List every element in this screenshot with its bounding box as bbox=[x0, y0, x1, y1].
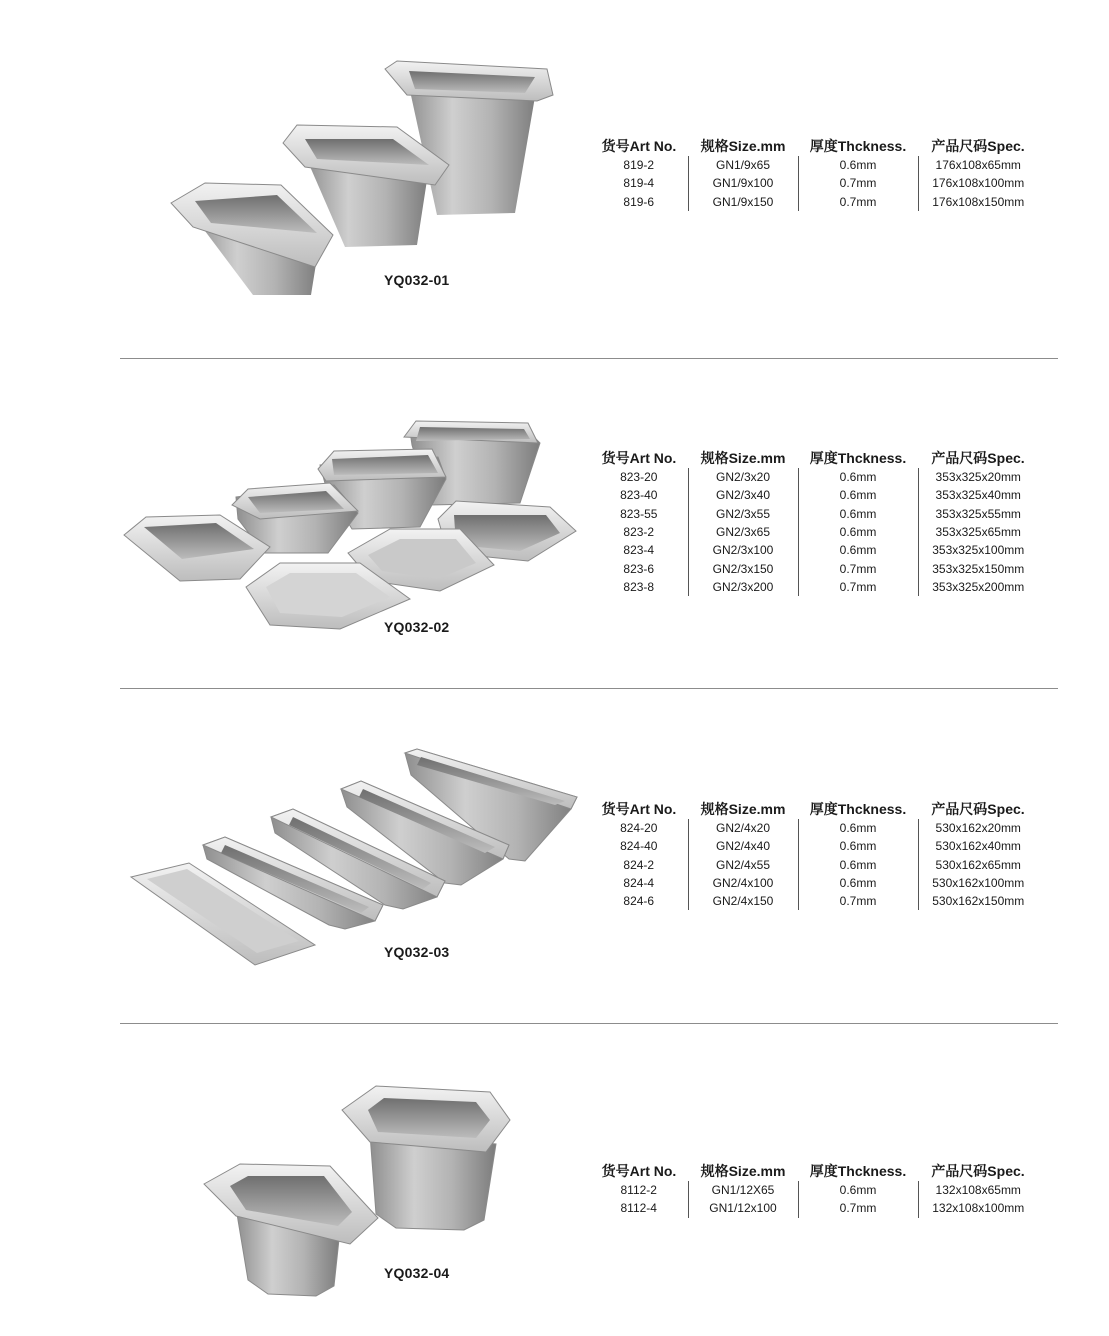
cell-art: 823-2 bbox=[623, 525, 655, 540]
cell-spec: 132x108x100mm bbox=[918, 1199, 1038, 1217]
table-row bbox=[590, 193, 1038, 211]
cell-size: GN2/3x150 bbox=[688, 559, 798, 577]
cell-art: 824-4 bbox=[623, 876, 655, 891]
table-row bbox=[590, 523, 1038, 541]
cell-size: GN2/4x100 bbox=[688, 874, 798, 892]
cell-thickness: 0.6mm bbox=[798, 486, 918, 504]
table-row bbox=[590, 468, 1038, 486]
cell-art: 824-40 bbox=[620, 839, 658, 854]
cell-art: 819-4 bbox=[623, 176, 655, 191]
header-art-no: 货号Art No. bbox=[601, 801, 677, 817]
header-spec: 产品尺码Spec. bbox=[931, 138, 1025, 154]
cell-thickness: 0.7mm bbox=[798, 174, 918, 192]
product-image-hotel-pans-1-9 bbox=[165, 55, 555, 305]
header-art-no: 货号Art No. bbox=[601, 450, 677, 466]
cell-spec: 530x162x40mm bbox=[918, 837, 1038, 855]
section-divider bbox=[120, 688, 1058, 689]
header-thickness: 厚度Thckness. bbox=[809, 801, 907, 817]
table-row bbox=[590, 505, 1038, 523]
product-image-hotel-pans-2-4 bbox=[125, 745, 585, 970]
cell-size: GN2/4x40 bbox=[688, 837, 798, 855]
section-divider bbox=[120, 358, 1058, 359]
cell-spec: 132x108x65mm bbox=[918, 1181, 1038, 1199]
header-spec: 产品尺码Spec. bbox=[931, 450, 1025, 466]
cell-size: GN1/12X65 bbox=[688, 1181, 798, 1199]
header-spec: 产品尺码Spec. bbox=[931, 801, 1025, 817]
cell-spec: 530x162x100mm bbox=[918, 874, 1038, 892]
table-row bbox=[590, 156, 1038, 174]
cell-spec: 530x162x20mm bbox=[918, 819, 1038, 837]
table-row bbox=[590, 559, 1038, 577]
cell-art: 823-55 bbox=[620, 506, 658, 521]
table-row bbox=[590, 174, 1038, 192]
spec-table bbox=[590, 1159, 1038, 1218]
model-number: YQ032-03 bbox=[384, 944, 450, 960]
cell-size: GN1/9x65 bbox=[688, 156, 798, 174]
spec-table bbox=[590, 446, 1038, 596]
cell-spec: 353x325x200mm bbox=[918, 578, 1038, 596]
header-size: 规格Size.mm bbox=[700, 138, 786, 154]
cell-art: 8112-4 bbox=[620, 1201, 657, 1216]
table-row bbox=[590, 578, 1038, 596]
cell-spec: 353x325x55mm bbox=[918, 505, 1038, 523]
cell-spec: 353x325x100mm bbox=[918, 541, 1038, 559]
cell-thickness: 0.7mm bbox=[798, 892, 918, 910]
cell-spec: 176x108x100mm bbox=[918, 174, 1038, 192]
cell-thickness: 0.7mm bbox=[798, 1199, 918, 1217]
header-spec: 产品尺码Spec. bbox=[931, 1163, 1025, 1179]
cell-size: GN1/12x100 bbox=[688, 1199, 798, 1217]
cell-size: GN2/3x20 bbox=[688, 468, 798, 486]
cell-size: GN1/9x100 bbox=[688, 174, 798, 192]
header-thickness: 厚度Thckness. bbox=[809, 1163, 907, 1179]
cell-thickness: 0.6mm bbox=[798, 541, 918, 559]
header-size: 规格Size.mm bbox=[700, 450, 786, 466]
model-number: YQ032-01 bbox=[384, 272, 450, 288]
table-row bbox=[590, 892, 1038, 910]
cell-spec: 353x325x20mm bbox=[918, 468, 1038, 486]
table-row bbox=[590, 541, 1038, 559]
spec-table bbox=[590, 797, 1038, 910]
cell-spec: 353x325x65mm bbox=[918, 523, 1038, 541]
spec-table bbox=[590, 134, 1038, 211]
cell-thickness: 0.7mm bbox=[798, 559, 918, 577]
cell-art: 823-40 bbox=[620, 488, 658, 503]
cell-size: GN2/3x55 bbox=[688, 505, 798, 523]
model-number: YQ032-02 bbox=[384, 619, 450, 635]
cell-size: GN2/4x20 bbox=[688, 819, 798, 837]
cell-spec: 353x325x40mm bbox=[918, 486, 1038, 504]
cell-thickness: 0.6mm bbox=[798, 856, 918, 874]
cell-art: 819-6 bbox=[623, 194, 655, 209]
cell-size: GN2/3x65 bbox=[688, 523, 798, 541]
cell-size: GN2/3x100 bbox=[688, 541, 798, 559]
cell-size: GN2/4x55 bbox=[688, 856, 798, 874]
cell-thickness: 0.6mm bbox=[798, 523, 918, 541]
header-size: 规格Size.mm bbox=[700, 801, 786, 817]
cell-size: GN2/3x40 bbox=[688, 486, 798, 504]
header-art-no: 货号Art No. bbox=[601, 1163, 677, 1179]
table-row bbox=[590, 819, 1038, 837]
cell-art: 823-20 bbox=[620, 470, 658, 485]
model-number: YQ032-04 bbox=[384, 1265, 450, 1281]
header-thickness: 厚度Thckness. bbox=[809, 138, 907, 154]
product-image-hotel-pans-2-3 bbox=[120, 415, 590, 635]
cell-size: GN2/3x200 bbox=[688, 578, 798, 596]
cell-thickness: 0.7mm bbox=[798, 193, 918, 211]
cell-art: 823-6 bbox=[623, 561, 655, 576]
header-thickness: 厚度Thckness. bbox=[809, 450, 907, 466]
cell-art: 824-2 bbox=[623, 857, 655, 872]
table-row bbox=[590, 856, 1038, 874]
product-image-hotel-pans-1-12 bbox=[200, 1080, 520, 1300]
table-header-row bbox=[590, 797, 1038, 819]
table-row bbox=[590, 837, 1038, 855]
cell-spec: 176x108x150mm bbox=[918, 193, 1038, 211]
table-header-row bbox=[590, 446, 1038, 468]
cell-thickness: 0.7mm bbox=[798, 578, 918, 596]
header-art-no: 货号Art No. bbox=[601, 138, 677, 154]
cell-thickness: 0.6mm bbox=[798, 468, 918, 486]
cell-spec: 530x162x150mm bbox=[918, 892, 1038, 910]
table-header-row bbox=[590, 134, 1038, 156]
cell-art: 824-6 bbox=[623, 894, 655, 909]
section-divider bbox=[120, 1023, 1058, 1024]
table-header-row bbox=[590, 1159, 1038, 1181]
cell-spec: 176x108x65mm bbox=[918, 156, 1038, 174]
cell-art: 819-2 bbox=[623, 158, 655, 173]
cell-thickness: 0.6mm bbox=[798, 837, 918, 855]
cell-thickness: 0.6mm bbox=[798, 505, 918, 523]
cell-spec: 353x325x150mm bbox=[918, 559, 1038, 577]
cell-thickness: 0.6mm bbox=[798, 874, 918, 892]
cell-spec: 530x162x65mm bbox=[918, 856, 1038, 874]
table-row bbox=[590, 486, 1038, 504]
cell-thickness: 0.6mm bbox=[798, 156, 918, 174]
table-row bbox=[590, 874, 1038, 892]
header-size: 规格Size.mm bbox=[700, 1163, 786, 1179]
table-row bbox=[590, 1199, 1038, 1217]
cell-thickness: 0.6mm bbox=[798, 819, 918, 837]
cell-art: 823-4 bbox=[623, 543, 655, 558]
cell-thickness: 0.6mm bbox=[798, 1181, 918, 1199]
cell-art: 823-8 bbox=[623, 579, 655, 594]
cell-art: 8112-2 bbox=[620, 1183, 657, 1198]
cell-art: 824-20 bbox=[620, 821, 658, 836]
table-row bbox=[590, 1181, 1038, 1199]
cell-size: GN2/4x150 bbox=[688, 892, 798, 910]
cell-size: GN1/9x150 bbox=[688, 193, 798, 211]
